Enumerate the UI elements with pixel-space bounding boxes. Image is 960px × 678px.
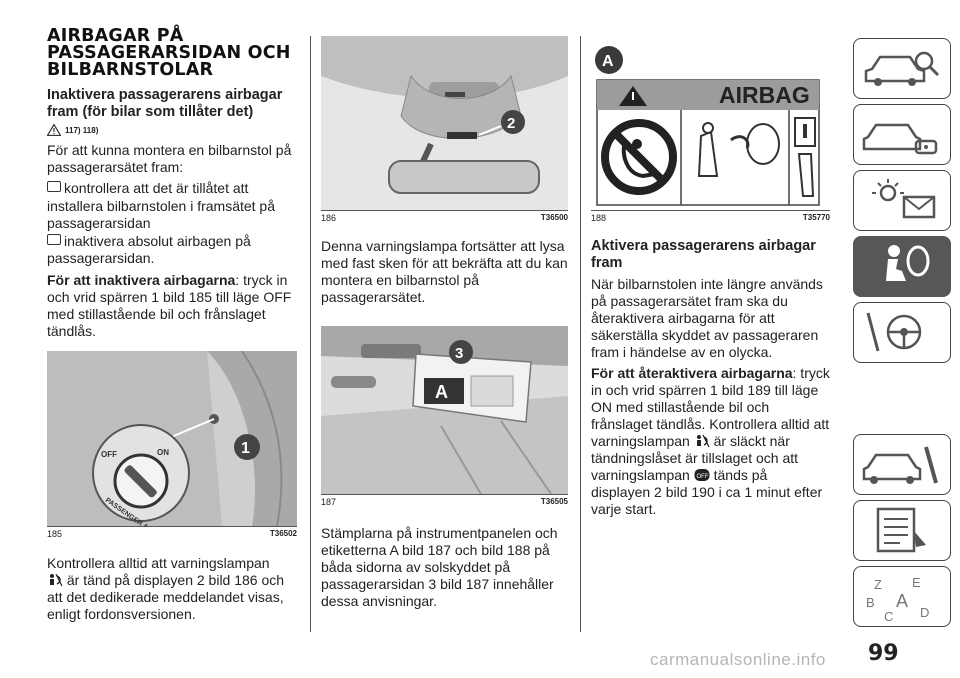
column-2: [321, 36, 568, 614]
reactivate-intro: När bilbarnstolen inte längre används på passagerarsätet fram ska du återaktivera airbagarna för att säkerställa skyddet av passageraren fram i händelse av en olycka.: [591, 276, 823, 360]
warning-light-icon: [854, 171, 949, 229]
figure-186: [321, 36, 568, 210]
checkbox-bullet-icon: [47, 234, 61, 245]
figure-caption: [321, 210, 568, 223]
callout-1: 1: [241, 439, 250, 457]
switch-on-label: ON: [157, 447, 169, 457]
car-key-icon: [854, 105, 949, 163]
figure-caption: [321, 494, 568, 507]
sidebar-tab-safety[interactable]: [853, 104, 951, 165]
figure-code: T35770: [802, 213, 830, 222]
reference-numbers: 117) 118): [65, 125, 99, 135]
callout-2: 2: [507, 115, 516, 132]
sidebar-tab-specifications[interactable]: [853, 500, 951, 561]
airbag-warning-label-illustration: [591, 36, 830, 210]
tools-steering-icon: [854, 303, 949, 361]
figure-185: [47, 351, 297, 526]
svg-text:D: D: [920, 605, 930, 620]
figure-188: [591, 36, 830, 210]
column-3: [591, 36, 830, 522]
sidebar-tab-driving[interactable]: [853, 302, 951, 363]
svg-text:OFF: OFF: [696, 474, 709, 480]
airbag-off-warning-icon: [694, 434, 710, 448]
intro-text: För att kunna montera en bilbarnstol på passagerarsätet fram:: [47, 142, 292, 175]
instruction-rest: : tryck in och vrid spärren 1 bild 185 till läge OFF med stillastående bil och frånslaget tändlås.: [47, 271, 292, 339]
figure-number: 187: [321, 497, 337, 507]
check-text-b: är tänd på displayen 2 bild 186 och att det dedikerade meddelandet visas, enligt fordonsversionen.: [47, 571, 285, 622]
labels-text: Stämplarna på instrumentpanelen och etiketterna A bild 187 och bild 188 på båda sidorna av solskyddet på passagerarsidan 3 bild 187 innehåller dessa anvisningar.: [321, 525, 558, 609]
column-divider: [580, 36, 581, 632]
figure-code: T36502: [269, 528, 297, 538]
figure-caption: [47, 526, 297, 539]
check-text: [47, 555, 297, 623]
overhead-console-illustration: [321, 36, 568, 210]
figure-caption: [591, 210, 830, 223]
column-1: [47, 28, 297, 627]
page-number: 99: [868, 641, 899, 666]
figure-187: [321, 326, 568, 494]
bullet-text: inaktivera absolut airbagen på passagerarsidan.: [47, 232, 251, 266]
switch-off-label: OFF: [101, 449, 117, 459]
instruction-bold: För att inaktivera airbagarna: [47, 271, 236, 288]
callout-3: 3: [455, 345, 464, 362]
index-alphabet-icon: [854, 567, 949, 625]
svg-text:Z: Z: [874, 577, 882, 592]
sidebar-tab-maintenance[interactable]: [853, 434, 951, 495]
figure-number: 188: [591, 213, 607, 223]
figure-code: T36505: [540, 497, 568, 506]
svg-text:C: C: [884, 609, 894, 624]
sidebar-tab-warnings[interactable]: [853, 170, 951, 231]
warning-reference: [47, 124, 297, 136]
watermark: carmanualsonline.info: [650, 650, 826, 669]
label-a: A: [435, 382, 448, 402]
reactivate-instruction: [591, 365, 830, 518]
figure-code: T36500: [540, 213, 568, 222]
sidebar-tab-airbag[interactable]: [853, 236, 951, 297]
passenger-airbag-switch-illustration: [47, 351, 297, 526]
warning-triangle-icon: [47, 124, 61, 136]
check-text-a: Kontrollera alltid att varningslampan: [47, 554, 270, 571]
car-search-icon: [854, 39, 949, 97]
sidebar-tab-index[interactable]: [853, 566, 951, 627]
instruction-mid: är släckt när tändningslåset är tillslaget och att varningslampan: [591, 433, 799, 483]
bullet-text: kontrollera att det är tillåtet att installera bilbarnstolen i framsätet på passagerarsidan: [47, 180, 276, 231]
airbag-seat-icon: [854, 237, 949, 295]
sun-visor-illustration: [321, 326, 568, 494]
bullet-item: [47, 233, 297, 268]
airbag-off-indicator-icon: [694, 468, 710, 482]
svg-text:A: A: [896, 591, 909, 611]
specifications-list-icon: [854, 501, 949, 559]
instruction-rest: : tryck in och vrid spärren 1 bild 189 till läge ON med stillastående bil och frånslaget tändlås. Kontrollera alltid att varningslampan: [591, 365, 830, 449]
airbag-banner: AIRBAG: [719, 82, 810, 108]
section-title: AIRBAGAR PÅ PASSAGERARSIDAN OCH BILBARNSTOLAR: [47, 26, 291, 80]
instruction-bold: För att återaktivera airbagarna: [591, 365, 793, 381]
lamp-text: Denna varningslampa fortsätter att lysa med fast sken för att bekräfta att du kan montera en bilbarnstol på passagerarsätet.: [321, 238, 568, 305]
subsection-title: Inaktivera passagerarens airbagar fram (för bilar som tillåter det): [47, 87, 283, 120]
label-a: A: [602, 53, 614, 70]
sidebar-tab-dashboard[interactable]: [853, 38, 951, 99]
breakdown-car-icon: [854, 435, 949, 493]
bullet-item: [47, 180, 297, 233]
instruction-end: tänds på displayen 2 bild 190 i ca 1 minut efter varje start.: [591, 467, 823, 517]
checkbox-bullet-icon: [47, 181, 61, 192]
instruction-text: [47, 272, 297, 340]
airbag-off-warning-icon: [47, 573, 63, 587]
column-divider: [310, 36, 311, 632]
subsection-title: Aktivera passagerarens airbagar fram: [591, 238, 816, 271]
figure-number: 185: [47, 528, 63, 539]
figure-number: 186: [321, 213, 337, 223]
svg-text:E: E: [912, 575, 921, 590]
svg-text:B: B: [866, 595, 875, 610]
